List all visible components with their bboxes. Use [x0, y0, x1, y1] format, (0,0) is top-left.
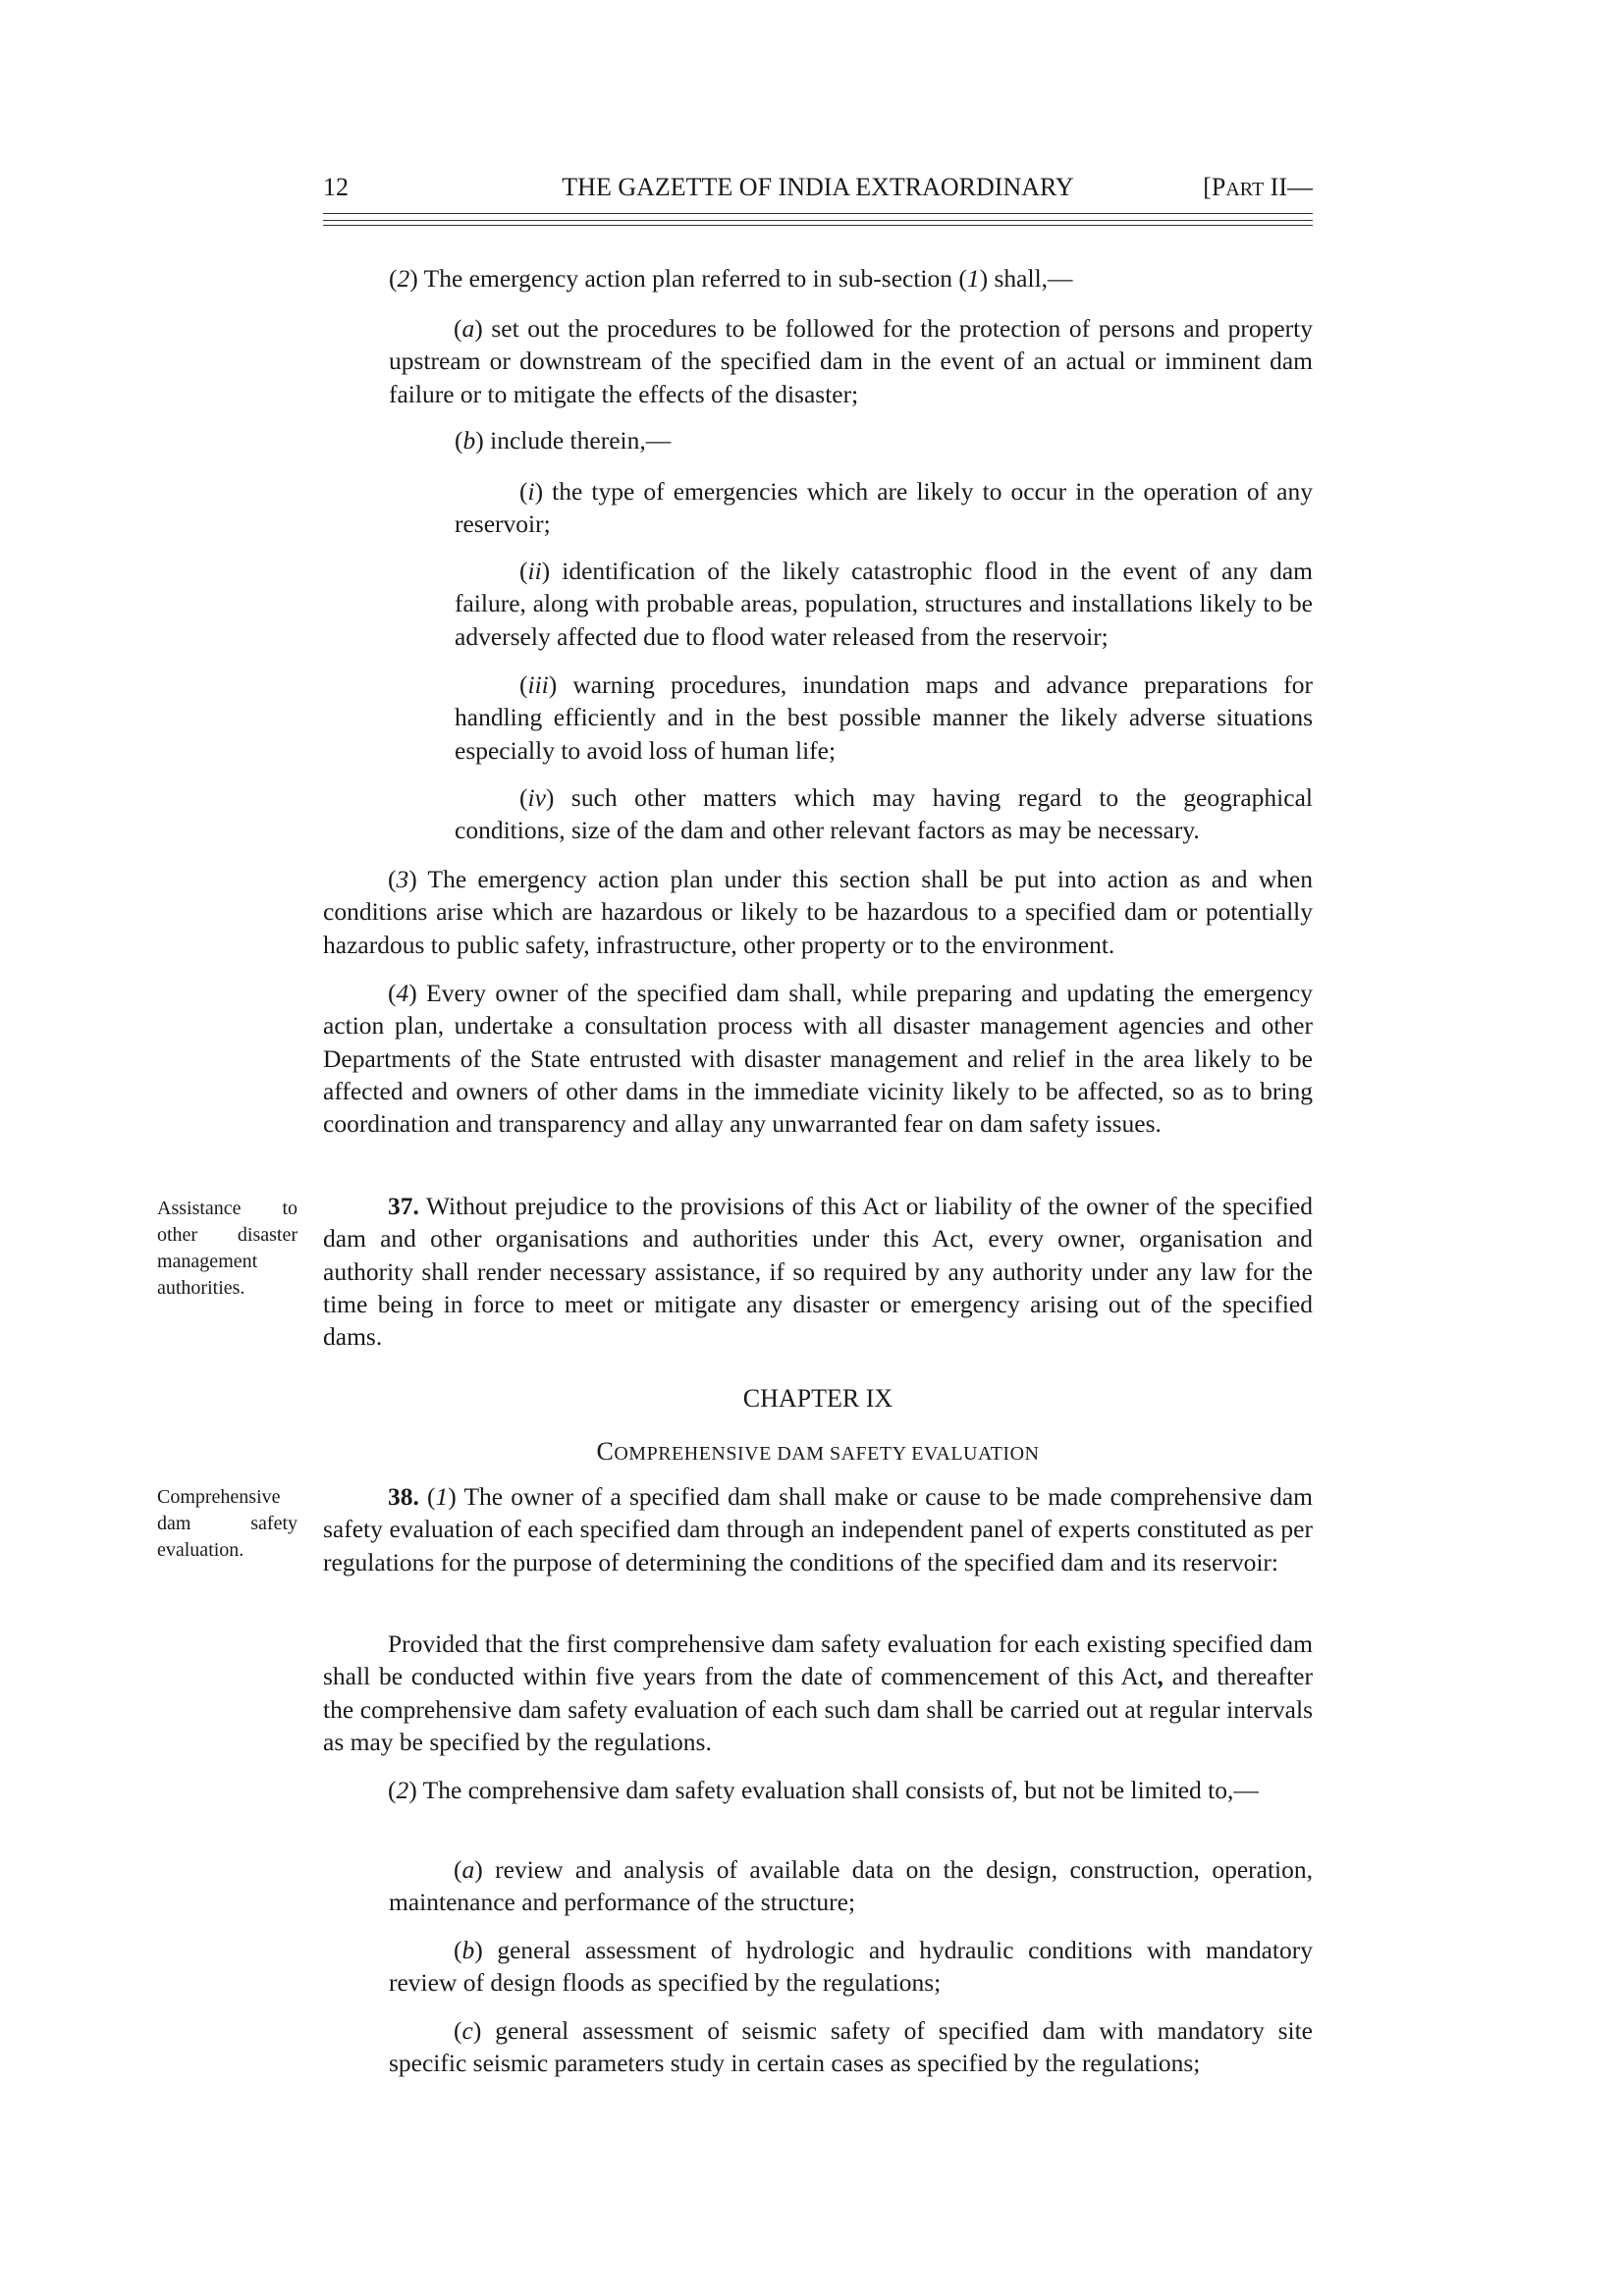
page-number: 12 [323, 173, 349, 201]
item-i: (i) the type of emergencies which are likely to occur in the operation of any reservoir; [455, 477, 1313, 539]
item-iv: (iv) such other matters which may having regard to the geographical conditions, size of the dam and other relevant factors as may be necessary. [455, 783, 1313, 845]
chapter-subheading: COMPREHENSIVE DAM SAFETY EVALUATION [596, 1437, 1040, 1466]
evaluation-clause-c: (c) general assessment of seismic safety of specified dam with mandatory site specific seismic parameters study in certain cases as specified by the regulations; [389, 2016, 1313, 2078]
subsection-4: (4) Every owner of the specified dam shall, while preparing and updating the emergency action plan, undertake a consultation process with all disaster management agencies and other Departments of the State entrusted with disaster management and relief in the area likely to be affected and owners of other dams in the immediate vicinity likely to be affected, so as to bring coordination and transparency and allay any unwarranted fear on dam safety issues. [323, 979, 1313, 1139]
section-37: 37. Without prejudice to the provisions of this Act or liability of the owner of the specified dam and other organisations and authorities under this Act, every owner, organisation and authority shall render necessary assistance, if so required by any authority under any law for the time being in force to meet or mitigate any disaster or emergency arising out of the specified dams. [323, 1192, 1313, 1352]
section-38-1: 38. (1) The owner of a specified dam shall make or cause to be made comprehensive dam safety evaluation of each specified dam through an independent panel of experts constituted as per regulations for the purpose of determining the conditions of the specified dam and its reservoir: [323, 1482, 1313, 1576]
evaluation-clause-b: (b) general assessment of hydrologic and hydraulic conditions with mandatory review of design floods as specified by the regulations; [389, 1936, 1313, 1998]
clause-a: (a) set out the procedures to be followed for the protection of persons and property upstream or downstream of the specified dam in the event of an actual or imminent dam failure or to mitigate the effects of the disaster; [389, 314, 1313, 408]
item-iii: (iii) warning procedures, inundation maps and advance preparations for handling efficiently and in the best possible manner the likely adverse situations especially to avoid loss of human life; [455, 670, 1313, 765]
header-rule-bottom [323, 225, 1313, 226]
chapter-heading: CHAPTER IX [742, 1384, 893, 1413]
clause-b: (b) include therein,— [455, 426, 672, 454]
margin-note-section-38: Comprehensive dam safety evaluation. [157, 1486, 298, 1561]
page-header [323, 173, 1313, 212]
evaluation-clause-a: (a) review and analysis of available data on the design, construction, operation, maintenance and performance of the structure; [389, 1855, 1313, 1917]
subsection-2: (2) The emergency action plan referred to in sub-section (1) shall,— [389, 264, 1073, 293]
item-ii: (ii) identification of the likely catastrophic flood in the event of any dam failure, along with probable areas, population, structures and installations likely to be adversely affected due to flood water released from the reservoir; [455, 557, 1313, 651]
header-rule-middle [323, 220, 1313, 221]
header-rule-top [323, 213, 1313, 214]
proviso: Provided that the first comprehensive dam safety evaluation for each existing specified dam shall be conducted within five years from the date of commencement of this Act, and thereafter the comprehensive dam safety evaluation of each such dam shall be carried out at regular intervals as may be specified by the regulations. [323, 1629, 1313, 1756]
subsection-3: (3) The emergency action plan under this section shall be put into action as and when conditions arise which are hazardous or likely to be hazardous to a specified dam or potentially hazardous to public safety, infrastructure, other property or to the environment. [323, 865, 1313, 959]
margin-note-section-37: Assistance to other disaster management authorities. [157, 1198, 298, 1299]
evaluation-subsection-2: (2) The comprehensive dam safety evaluation shall consists of, but not be limited to,— [388, 1776, 1259, 1804]
gazette-title: THE GAZETTE OF INDIA EXTRAORDINARY [562, 173, 1074, 201]
part-label: [PART II— [1203, 173, 1313, 201]
